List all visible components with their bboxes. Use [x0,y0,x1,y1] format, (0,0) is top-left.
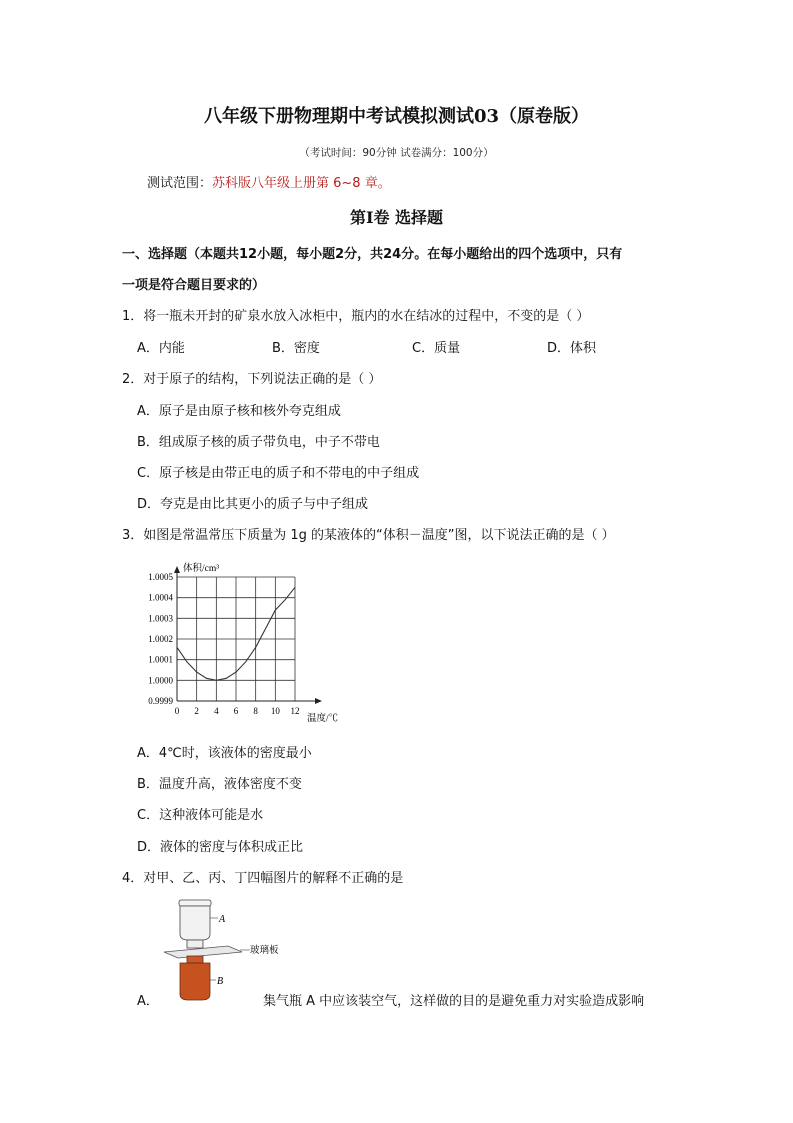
test-scope-value: 苏科版八年级上册第 6~8 章。 [212,176,391,191]
section-title: 第Ⅰ卷 选择题 [349,208,444,227]
jar-a-label: A [219,914,226,925]
jar-a-cap [179,900,211,906]
exam-info: （考试时间：90分钟 试卷满分：100分） [299,147,494,159]
jar-a-neck [187,940,203,948]
q2-option-b: B．组成原子核的质子带负电，中子不带电 [137,435,380,450]
y-axis-arrow [174,566,180,573]
q2-option-c: C．原子核是由带正电的质子和不带电的中子组成 [137,466,420,481]
q1-option-b: B．密度 [272,341,320,356]
test-scope-label: 测试范围： [147,176,213,191]
gas-jar-diffusion-figure [150,896,280,1004]
q4-option-a-label: A． [137,994,159,1009]
y-tick-label: 1.0001 [148,654,173,665]
x-axis-arrow [315,698,322,704]
q1-option-a: A．内能 [137,341,185,356]
y-tick-label: 0.9999 [148,696,173,706]
q2-stem: 2．对于原子的结构，下列说法正确的是（ ） [122,372,382,387]
chart-axes [174,566,322,704]
x-axis-label: 温度/℃ [307,714,339,724]
chart-grid [177,577,295,701]
q3-option-b: B．温度升高，液体密度不变 [137,777,302,792]
y-tick-label: 1.0004 [148,592,173,603]
q2-option-d: D．夸克是由比其更小的质子与中子组成 [137,497,369,512]
q1-option-d: D．体积 [547,341,597,356]
jar-a-body [180,906,210,940]
jar-b-neck [187,956,203,963]
q1-stem: 1．将一瓶未开封的矿泉水放入冰柜中，瓶内的水在结冰的过程中，不变的是（ ） [122,309,590,324]
q1-options [137,337,737,355]
part-heading-line1: 一、选择题（本题共12小题，每小题2分，共24分。在每小题给出的四个选项中，只有 [122,247,623,262]
q4-option-a-text: 集气瓶 A 中应该装空气，这样做的目的是避免重力对实验造成影响 [263,994,645,1009]
volume-temperature-chart [136,558,356,728]
q2-option-a: A．原子是由原子核和核外夸克组成 [137,404,341,419]
y-tick-label: 1.0003 [148,613,173,624]
jar-b-label: B [217,976,224,987]
y-tick-label: 1.0000 [148,675,173,686]
q1-option-c: C．质量 [412,341,461,356]
x-tick-label: 2 [194,706,199,716]
x-tick-label: 10 [270,706,280,716]
y-axis-label: 体积/cm³ [183,564,220,574]
x-tick-label: 8 [253,706,258,716]
x-tick-label: 4 [214,706,219,716]
test-scope [147,172,391,191]
q3-stem: 3．如图是常温常压下质量为 1g 的某液体的“体积－温度”图，以下说法正确的是（ ） [122,528,615,543]
y-tick-label: 1.0002 [148,634,173,644]
q3-option-d: D．液体的密度与体积成正比 [137,840,304,855]
q3-option-c: C．这种液体可能是水 [137,808,264,823]
x-tick-label: 0 [174,706,180,716]
y-tick-label: 1.0005 [148,572,173,582]
jar-b-body [180,963,210,1000]
glass-plate-label: 玻璃板 [250,946,279,956]
page-title: 八年级下册物理期中考试模拟测试03（原卷版） [203,106,590,127]
x-tick-label: 12 [290,706,300,716]
q3-option-a: A．4℃时，该液体的密度最小 [137,746,312,761]
part-heading-line2: 一项是符合题目要求的） [122,278,266,293]
q4-stem: 4．对甲、乙、丙、丁四幅图片的解释不正确的是 [122,871,404,886]
x-tick-label: 6 [233,706,239,716]
